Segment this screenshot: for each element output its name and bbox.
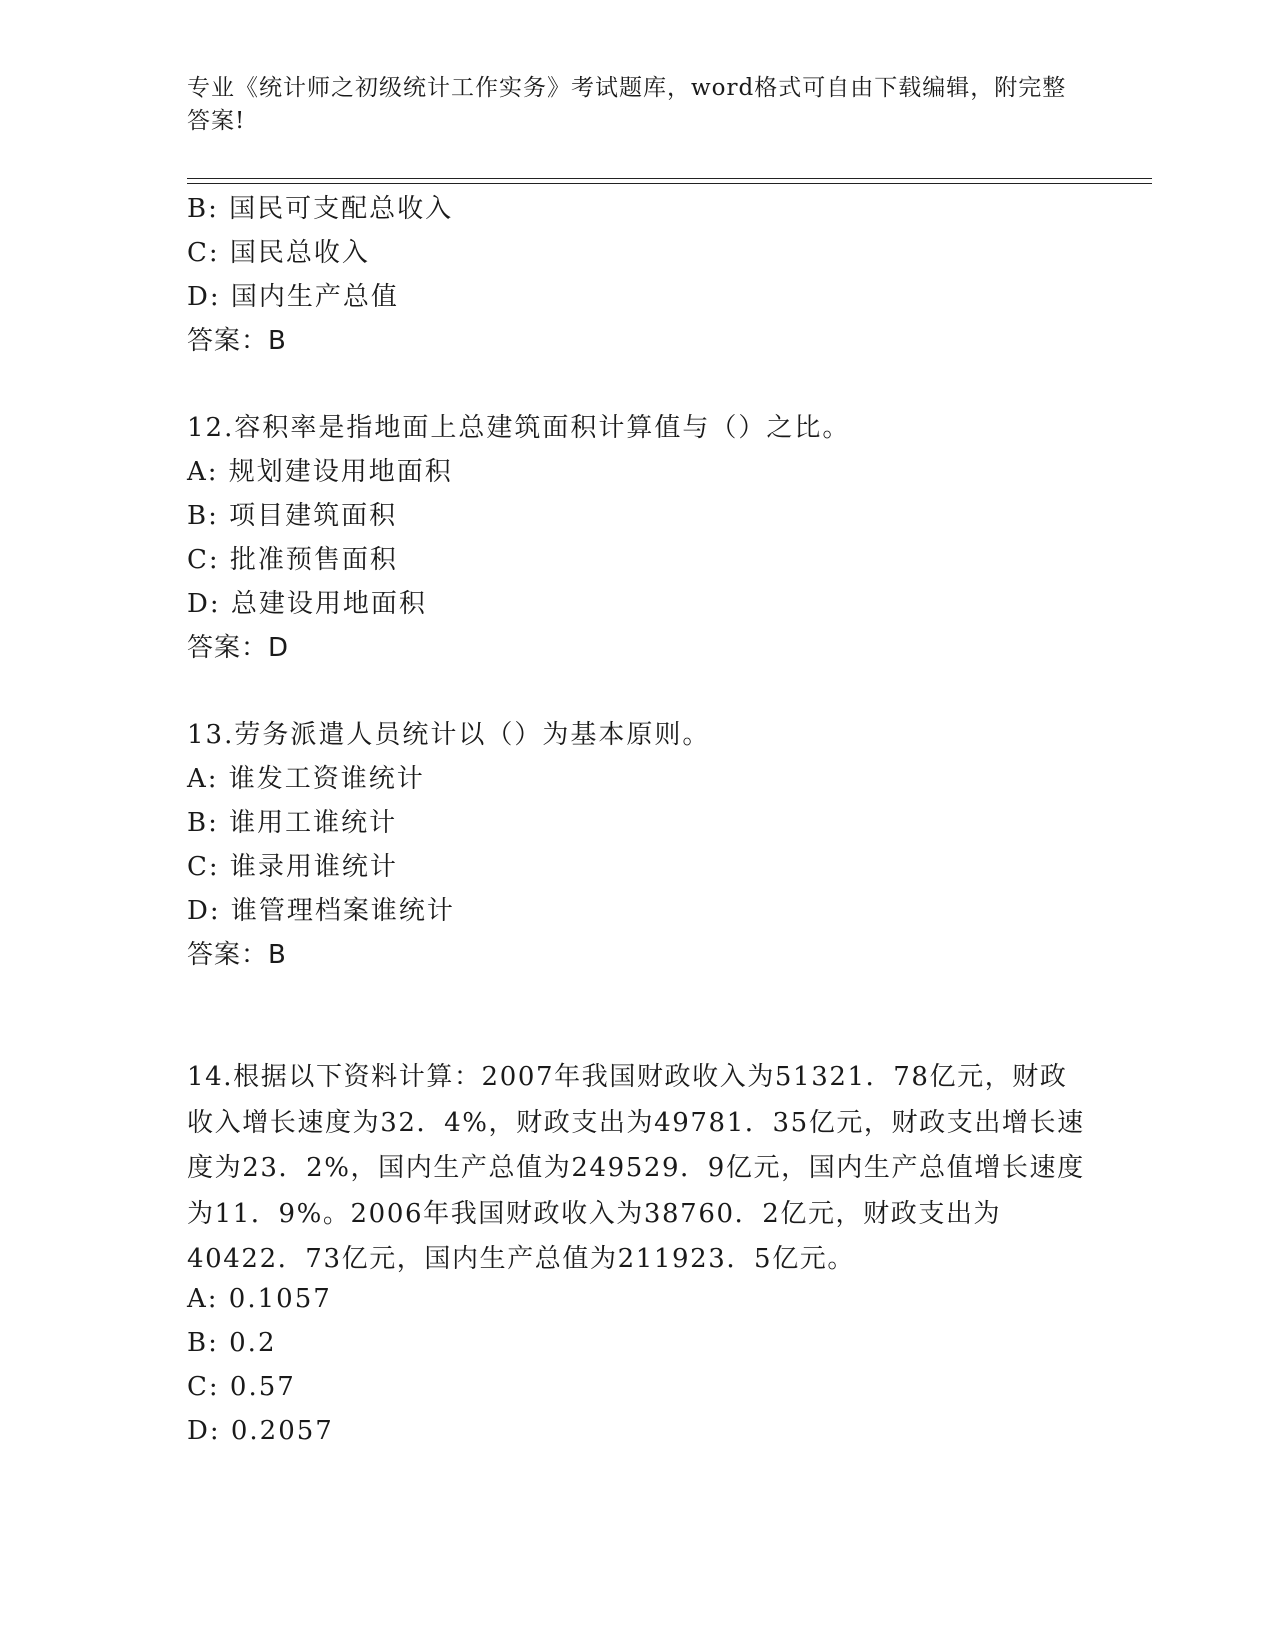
q12-question: 12.容积率是指地面上总建筑面积计算值与（）之比。 xyxy=(187,413,851,443)
q11-answer: 答案：B xyxy=(187,326,287,356)
q14-option-c: C: 0.57 xyxy=(187,1372,296,1402)
q12-option-b: B: 项目建筑面积 xyxy=(187,501,398,531)
q13-option-a: A: 谁发工资谁统计 xyxy=(187,764,425,794)
header-divider-bottom xyxy=(187,183,1152,184)
q13-option-d: D: 谁管理档案谁统计 xyxy=(187,896,455,926)
document-header: 专业《统计师之初级统计工作实务》考试题库，word格式可自由下载编辑，附完整答案! xyxy=(187,75,1067,134)
q14-option-b: B: 0.2 xyxy=(187,1328,277,1358)
q13-question: 13.劳务派遣人员统计以（）为基本原则。 xyxy=(187,720,711,750)
q13-answer: 答案：B xyxy=(187,940,287,970)
header-divider-top xyxy=(187,178,1152,179)
q12-option-c: C: 批准预售面积 xyxy=(187,545,398,575)
q13-option-b: B: 谁用工谁统计 xyxy=(187,808,398,838)
q11-option-d: D: 国内生产总值 xyxy=(187,282,399,312)
q11-option-c: C: 国民总收入 xyxy=(187,238,370,268)
q14-option-a: A: 0.1057 xyxy=(187,1284,332,1314)
q14-option-d: D: 0.2057 xyxy=(187,1416,334,1446)
q12-option-d: D: 总建设用地面积 xyxy=(187,589,427,619)
q12-option-a: A: 规划建设用地面积 xyxy=(187,457,453,487)
q12-answer: 答案：D xyxy=(187,633,290,663)
q11-option-b: B: 国民可支配总收入 xyxy=(187,194,454,224)
q14-question: 14.根据以下资料计算：2007年我国财政收入为51321．78亿元，财政收入增长速度为32．4%，财政支出为49781．35亿元，财政支出增长速度为23．2%，国内生产总值为249529．9亿元，国内生产总值增长速度为11．9%。2006年我国财政收入为38760．2亿元，财政支出为40422．73亿元，国内生产总值为211923．5亿元。 xyxy=(187,1062,1085,1274)
q13-option-c: C: 谁录用谁统计 xyxy=(187,852,398,882)
